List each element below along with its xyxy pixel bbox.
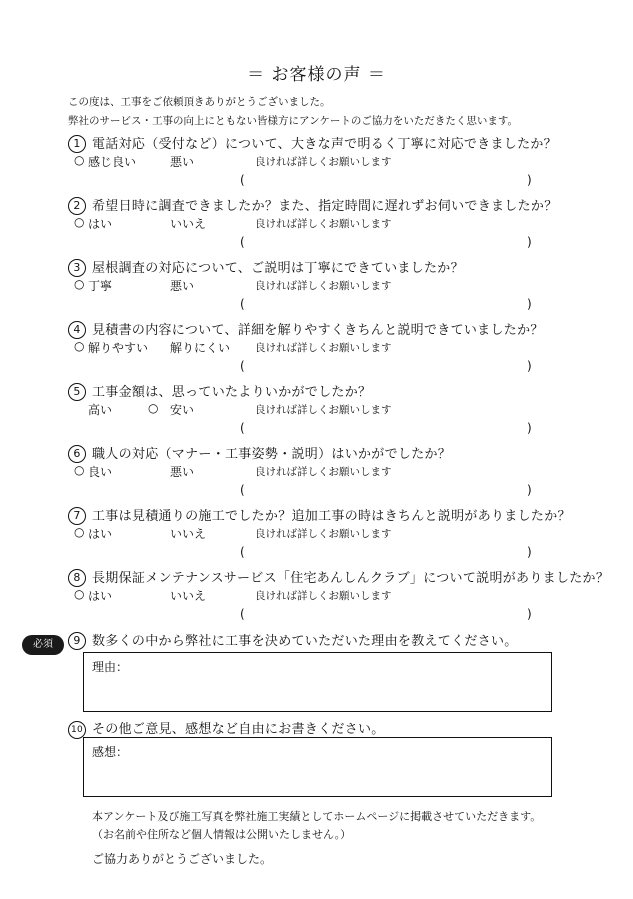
option-label[interactable]: 丁寧	[88, 279, 113, 293]
paren-open: (	[240, 421, 245, 435]
paren-close: )	[527, 483, 532, 497]
option-label[interactable]: 感じ良い	[88, 155, 137, 169]
option-label[interactable]: 良い	[88, 465, 113, 479]
question-2	[68, 195, 558, 215]
question-8	[68, 567, 609, 587]
question-text: 工事金額は、思っていたよりいかがでしたか？	[92, 385, 372, 400]
question-4	[68, 319, 544, 339]
paren-open: (	[240, 359, 245, 373]
question-text: 屋根調査の対応について、ご説明は丁寧にできていましたか？	[92, 261, 464, 276]
option-label[interactable]: はい	[88, 589, 113, 603]
intro-line-2: 弊社のサービス・工事の向上にともない皆様方にアンケートのご協力をいただきたく思います。	[68, 115, 519, 127]
footer-note-1: 本アンケート及び施工写真を弊社施工実績としてホームページに掲載させていただきます。	[92, 810, 542, 823]
paren-close: )	[527, 359, 532, 373]
paren-open: (	[240, 297, 245, 311]
question-number: 4	[68, 321, 86, 339]
question-number: 3	[68, 259, 86, 277]
option-label[interactable]: 解りにくい	[170, 341, 231, 355]
question-text: その他ご意見、感想など自由にお書きください。	[92, 722, 385, 737]
question-number: 6	[68, 445, 86, 463]
paren-close: )	[527, 545, 532, 559]
option-label[interactable]: 安い	[170, 403, 195, 417]
detail-request: 良ければ詳しくお願いします	[255, 528, 392, 540]
required-badge: 必須	[22, 635, 64, 655]
question-number: 9	[68, 632, 86, 650]
question-text: 長期保証メンテナンスサービス「住宅あんしんクラブ」について説明がありましたか？	[92, 571, 610, 586]
reason-box[interactable]	[83, 652, 552, 712]
option-label[interactable]: 悪い	[170, 465, 195, 479]
paren-close: )	[527, 607, 532, 621]
question-number: 8	[68, 569, 86, 587]
option-label[interactable]: はい	[88, 527, 113, 541]
option-label[interactable]: はい	[88, 217, 113, 231]
question-text: 見積書の内容について、詳細を解りやすくきちんと説明できていましたか？	[92, 323, 544, 338]
question-number: 7	[68, 507, 86, 525]
question-number: 2	[68, 197, 86, 215]
question-number: 10	[68, 721, 86, 739]
option-label[interactable]: 高い	[88, 403, 113, 417]
question-7	[68, 505, 571, 525]
question-text: 希望日時に調査できましたか？また、指定時間に遅れずお伺いできましたか？	[92, 199, 558, 214]
question-10	[68, 718, 385, 739]
answer-mark: ○	[74, 339, 85, 353]
detail-request: 良ければ詳しくお願いします	[255, 404, 392, 416]
paren-close: )	[527, 235, 532, 249]
answer-mark: ○	[74, 277, 85, 291]
question-text: 数多くの中から弊社に工事を決めていただいた理由を教えてください。	[92, 634, 518, 649]
answer-mark: ○	[74, 153, 85, 167]
question-number: 5	[68, 383, 86, 401]
detail-request: 良ければ詳しくお願いします	[255, 590, 392, 602]
option-label[interactable]: いいえ	[170, 589, 207, 603]
paren-open: (	[240, 545, 245, 559]
answer-mark: ○	[74, 215, 85, 229]
paren-open: (	[240, 235, 245, 249]
detail-request: 良ければ詳しくお願いします	[255, 466, 392, 478]
question-text: 電話対応（受付など）について、大きな声で明るく丁寧に対応できましたか？	[92, 137, 557, 152]
question-text: 職人の対応（マナー・工事姿勢・説明）はいかがでしたか？	[92, 447, 452, 462]
detail-request: 良ければ詳しくお願いします	[255, 218, 392, 230]
detail-request: 良ければ詳しくお願いします	[255, 156, 392, 168]
answer-mark: ○	[74, 463, 85, 477]
question-5	[68, 381, 371, 401]
paren-close: )	[527, 173, 532, 187]
answer-mark: ○	[148, 401, 159, 415]
question-number: 1	[68, 135, 86, 153]
detail-request: 良ければ詳しくお願いします	[255, 342, 392, 354]
reason-label: 理由：	[92, 660, 129, 674]
option-label[interactable]: いいえ	[170, 527, 207, 541]
answer-mark: ○	[74, 525, 85, 539]
paren-open: (	[240, 483, 245, 497]
paren-close: )	[527, 421, 532, 435]
paren-open: (	[240, 607, 245, 621]
option-label[interactable]: 悪い	[170, 279, 195, 293]
thanks-message: ご協力ありがとうございました。	[92, 852, 273, 866]
question-1	[68, 133, 557, 153]
footer-note-2: （お名前や住所など個人情報は公開いたしません。）	[92, 828, 352, 841]
option-label[interactable]: 解りやすい	[88, 341, 149, 355]
question-3	[68, 257, 464, 277]
comment-label: 感想：	[92, 745, 129, 759]
option-label[interactable]: いいえ	[170, 217, 207, 231]
question-text: 工事は見積通りの施工でしたか？追加工事の時はきちんと説明がありましたか？	[92, 509, 571, 524]
answer-mark: ○	[74, 587, 85, 601]
intro-line-1: この度は、工事をご依頼頂きありがとうございました。	[68, 96, 331, 108]
paren-close: )	[527, 297, 532, 311]
page-title: ＝ お客様の声 ＝	[247, 65, 386, 85]
detail-request: 良ければ詳しくお願いします	[255, 280, 392, 292]
comment-box[interactable]	[83, 737, 552, 797]
question-9	[68, 630, 518, 650]
option-label[interactable]: 悪い	[170, 155, 195, 169]
question-6	[68, 443, 451, 463]
paren-open: (	[240, 173, 245, 187]
